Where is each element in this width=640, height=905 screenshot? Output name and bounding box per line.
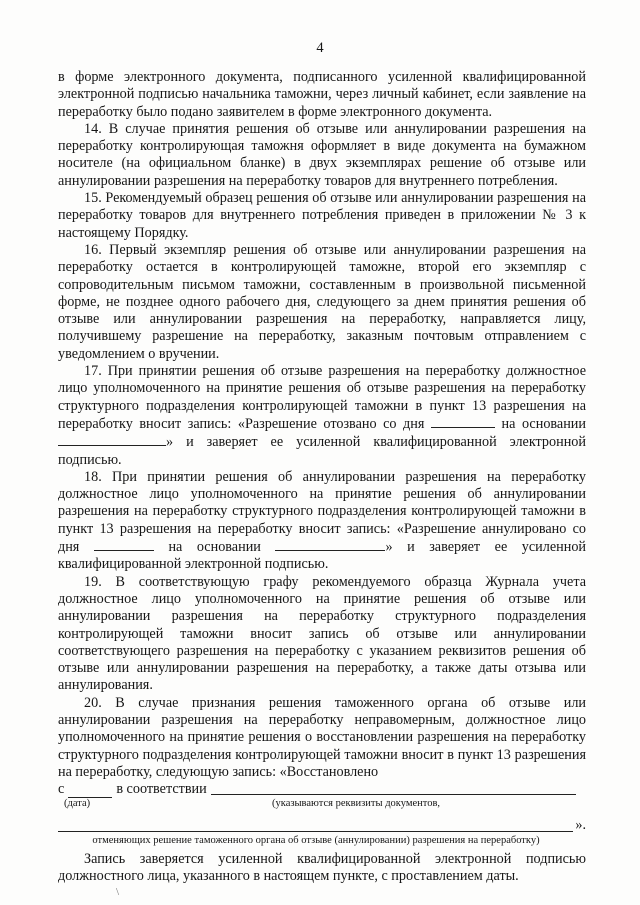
documents-caption: (указываются реквизиты документов, xyxy=(272,798,441,810)
paragraph-17-text: 17. При принятии решения об отзыве разрешения на переработку должностное лицо уполномоченного на принятие решения об отзыве разрешения на переработку структурного подразделения контролирующей таможни в пункт 13 разрешения на переработку вносит запись: «Разрешение отозвано со дня xyxy=(58,363,586,432)
paragraph-18-basis: на основании xyxy=(168,539,261,556)
cancel-caption: отменяющих решение таможенного органа об отзыве (аннулировании) разрешения на переработку) xyxy=(92,834,540,846)
paragraph-17-basis: на основании xyxy=(501,415,586,432)
caption-row xyxy=(58,798,586,810)
restoration-line xyxy=(58,781,586,798)
paragraph-18-end: » и заверяет ее усиленной квалифицированной электронной подписью. xyxy=(58,539,587,573)
paragraph-17-end: » и заверяет ее усиленной квалифицированной электронной подписью. xyxy=(58,434,586,468)
documents-blank xyxy=(211,782,576,795)
paragraph-20: 20. В случае признания решения таможенного органа об отзыве или аннулировании разрешения на переработку неправомерным, должностное лицо уполномоченного на принятие решения о восстановлении разрешения на переработку структурного подразделения контролирующей таможни вносит в пункт 13 разрешения на переработку, следующую запись: «Восстановлено xyxy=(58,694,586,780)
basis-blank xyxy=(275,538,385,551)
stray-mark: \ xyxy=(116,886,120,898)
page-number: 4 xyxy=(316,40,324,56)
paragraph-intro: в форме электронного документа, подписанного усиленной квалифицированной электронной подписью начальника таможни, через личный кабинет, если заявление на переработку было подано заявителем в форме электронного документа. xyxy=(58,69,586,120)
paragraph-19: 19. В соответствующую графу рекомендуемого образца Журнала учета должностное лицо уполномоченного на принятие решения об отзыве или аннулировании разрешения на переработку структурного подразделения контролирующей таможни вносит запись об отзыве или аннулировании соответствующего разрешения на переработку с указанием реквизитов решения об отзыве или аннулировании разрешения на переработку, а также даты отзыва или аннулирования. xyxy=(58,573,586,694)
date-blank xyxy=(94,538,154,551)
paragraph-18 xyxy=(58,469,586,574)
documents-continuation-line xyxy=(58,817,586,834)
restoration-prefix: с xyxy=(58,781,65,798)
paragraph-15: 15. Рекомендуемый образец решения об отзыве или аннулировании разрешения на переработку товаров для внутреннего потребления приведен в приложении № 3 к настоящему Порядку. xyxy=(58,190,586,241)
in-accordance-label: в соответствии xyxy=(116,781,207,798)
end-mark: ». xyxy=(575,817,586,834)
restoration-date-blank xyxy=(68,785,112,798)
paragraph-16: 16. Первый экземпляр решения об отзыве или аннулировании разрешения на переработку остается в контролирующей таможне, второй его экземпляр с сопроводительным письмом таможни, составленным в произвольной письменной форме, не позднее одного рабочего дня, следующего за днем принятия решения об отзыве или аннулировании разрешения на переработку, направляется лицу, получившему разрешение на переработку, заказным почтовым отправлением с уведомлением о вручении. xyxy=(58,241,586,362)
basis-blank xyxy=(58,433,166,446)
documents-blank-2 xyxy=(58,819,573,832)
date-blank xyxy=(431,415,495,428)
paragraph-18-text: 18. При принятии решения об аннулировании разрешения на переработку должностное лицо уполномоченного на принятие решения об аннулировании разрешения на переработку структурного подразделения контролирующей таможни в пункт 13 разрешения на переработку вносит запись: «Разрешение аннулировано со дня xyxy=(58,468,586,556)
paragraph-closing: Запись заверяется усиленной квалифицированной электронной подписью должностного лица, указанного в настоящем пункте, с проставлением даты. xyxy=(58,850,586,885)
paragraph-14: 14. В случае принятия решения об отзыве или аннулировании разрешения на переработку контролирующая таможня оформляет в виде документа на бумажном носителе (на официальном бланке) в двух экземплярах решение об отзыве или аннулировании разрешения на переработку товаров для внутреннего потребления. xyxy=(58,120,586,189)
document-body xyxy=(58,69,586,885)
date-caption: (дата) xyxy=(64,798,91,810)
paragraph-17 xyxy=(58,363,586,469)
